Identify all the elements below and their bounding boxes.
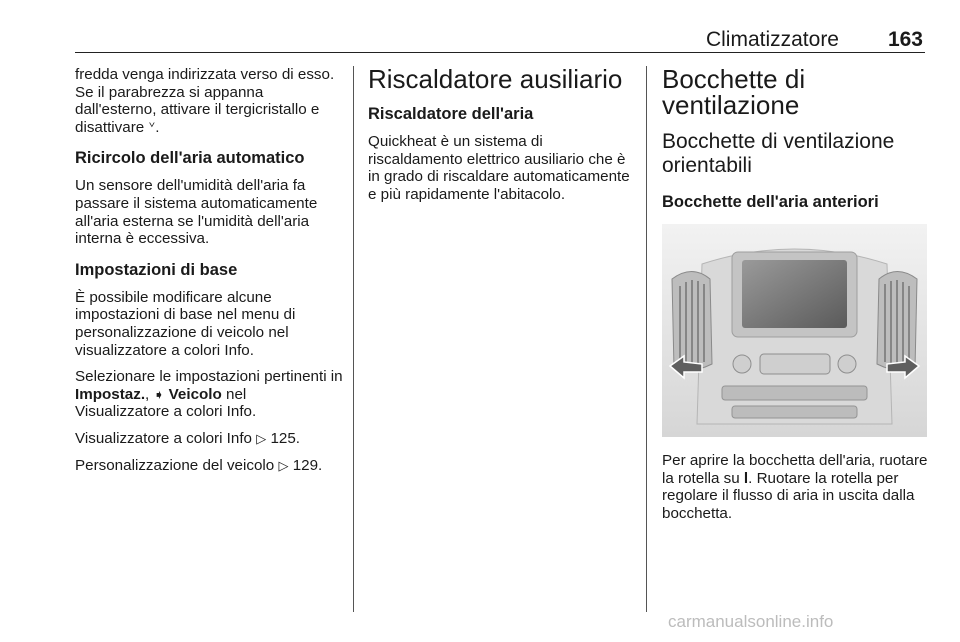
section-heading: Bocchette di ventilazione orientabili (662, 130, 895, 177)
paragraph: Selezionare le impostazioni pertinenti in Impostaz., ➧ Veicolo nel Visualizzatore a colori Info. (75, 368, 343, 421)
page-number: 163 (887, 28, 923, 51)
page-ref-icon: ▷ (256, 430, 267, 446)
chapter-title: Climatizzatore (705, 28, 839, 51)
menu-label: Impostaz. (75, 385, 146, 403)
paragraph: Per aprire la bocchetta dell'aria, ruotare la rotella su l. Ruotare la rotella per regolare il flusso di aria in uscita dalla bocchetta. (662, 452, 928, 522)
windshield-wiper-icon: ᘁ (148, 119, 156, 135)
section-heading: Ricircolo dell'aria automatico (75, 149, 305, 168)
page-ref-icon: ▷ (278, 457, 289, 473)
subsection-heading: Bocchette dell'aria anteriori (662, 193, 879, 211)
cross-reference: Personalizzazione del veicolo ▷ 129. (75, 456, 323, 474)
dashboard-vents-photo (662, 224, 927, 437)
arrow-right-icon: ➧ (153, 386, 165, 402)
column-divider (646, 66, 647, 612)
page-header (75, 26, 925, 52)
column-right (662, 66, 928, 531)
section-heading: Impostazioni di base (75, 260, 238, 279)
cross-reference: Visualizzatore a colori Info ▷ 125. (75, 429, 301, 447)
paragraph: È possibile modificare alcune impostazioni di base nel menu di personalizzazione di veicolo nel visualizzatore a colori Info. (75, 288, 296, 359)
chapter-heading: Bocchette di ventilazione (662, 64, 806, 120)
menu-label: Veicolo (164, 385, 222, 403)
chapter-heading: Riscaldatore ausiliario (368, 64, 623, 94)
column-middle (368, 66, 634, 212)
paragraph: Un sensore dell'umidità dell'aria fa passare il sistema automaticamente all'aria esterna se l'umidità dell'aria interna è eccessiva. (75, 177, 318, 248)
section-heading: Riscaldatore dell'aria (368, 105, 534, 123)
header-rule (75, 52, 925, 53)
column-left (75, 66, 343, 483)
vent-open-symbol: l (743, 469, 749, 487)
paragraph: fredda venga indirizzata verso di esso. Se il parabrezza si appanna dall'esterno, attivare il tergicristallo e disattivare ᘁ. (75, 66, 335, 136)
watermark: carmanualsonline.info (668, 612, 834, 631)
paragraph: Quickheat è un sistema di riscaldamento elettrico ausiliario che è in grado di riscaldare automaticamente e più rapidamente l'abitacolo. (368, 133, 630, 203)
column-divider (353, 66, 354, 612)
